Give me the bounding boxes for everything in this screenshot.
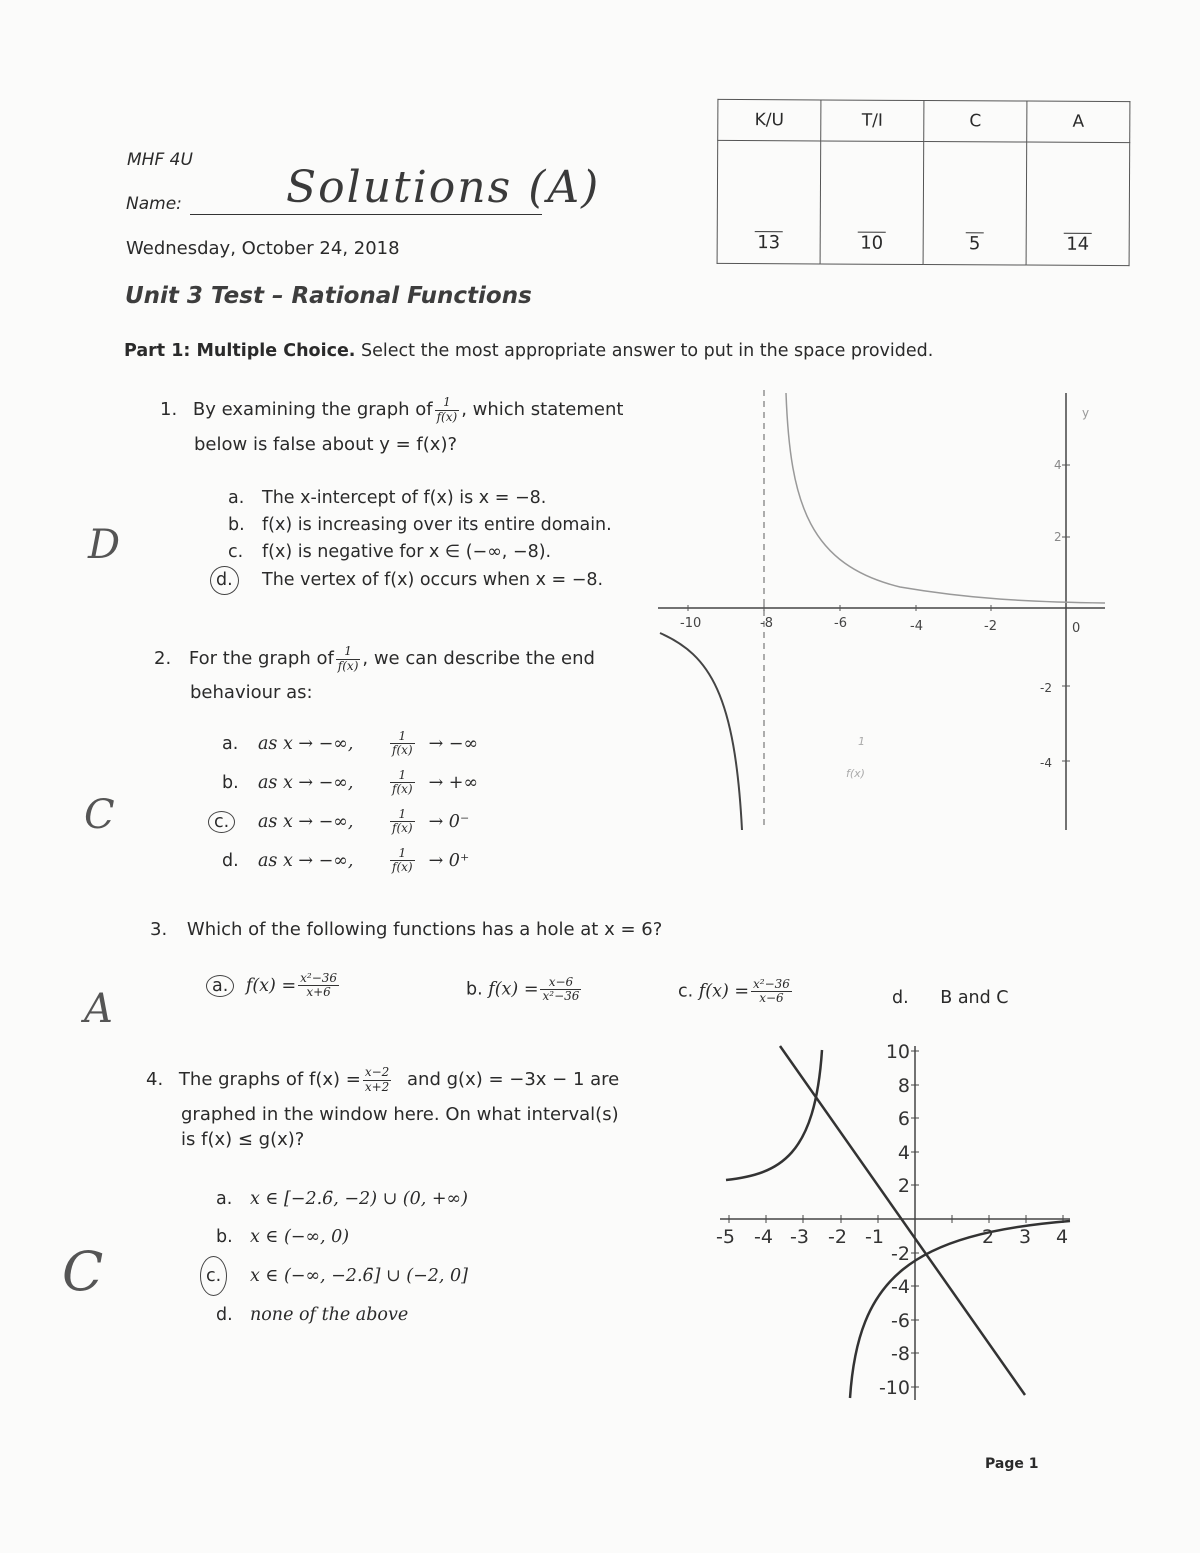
option-fraction [540,976,581,1003]
option-label: b. [222,772,239,793]
x-tick-label: 3 [1019,1226,1032,1248]
right-branch-curve [786,393,1105,603]
student-name: Solutions (A) [286,162,601,213]
marks-header-c: C [924,101,1027,143]
question-fraction [363,1066,391,1093]
reciprocal-fraction [390,730,415,757]
option-lhs: f(x) = [488,979,539,1000]
option-lead: as x → −∞, [258,811,354,832]
reciprocal-fraction [390,847,415,874]
x-tick-label: -2 [984,619,997,634]
question-text: The graphs of f(x) = [178,1069,361,1090]
marks-header-ti: T/I [821,100,924,142]
y-tick-labels [1040,458,1062,770]
option-label: a. [216,1189,233,1209]
question-number: 1. [160,399,178,420]
y-tick-label: -2 [1040,681,1052,695]
marks-header-ku: K/U [718,99,821,141]
marks-header-a: A [1027,101,1130,143]
reciprocal-fraction [336,645,361,672]
fraction-denominator: x+2 [364,1079,390,1094]
question-text-cont: and g(x) = −3x − 1 are [407,1069,620,1090]
fraction-denominator: f(x) [337,658,359,673]
handwritten-answer-2: C [84,792,115,838]
question-1 [160,396,623,425]
option-text: The vertex of f(x) occurs when x = −8. [262,570,604,590]
option-c [206,1256,468,1296]
part-heading [124,341,933,361]
graph-f-and-g [710,1038,1080,1408]
question-3-option-d [892,988,1009,1008]
option-fraction [751,978,792,1005]
x-tick-label: -10 [680,616,702,631]
option-a [228,485,612,512]
fraction-denominator: f(x) [436,409,458,424]
option-label: b. [216,1227,233,1247]
option-lead: as x → −∞, [258,850,354,871]
fraction-numerator: 1 [390,769,415,783]
y-tick-label: -10 [878,1377,910,1399]
fraction-numerator: 1 [435,396,460,410]
reciprocal-fraction [390,808,415,835]
option-b [228,512,612,539]
reciprocal-fraction [390,769,415,796]
function-label-numerator: 1 [858,735,865,748]
option-c [228,539,612,566]
question-4-line3: is f(x) ≤ g(x)? [181,1129,305,1150]
option-label: c. [200,1256,227,1296]
handwritten-answer-4: C [62,1240,104,1303]
option-a [216,1180,468,1218]
option-limit: → −∞ [428,733,479,754]
y-tick-label: 2 [1054,530,1062,544]
x-tick-label: 0 [1072,621,1081,636]
course-code: MHF 4U [127,150,193,170]
option-label: b. [228,515,245,535]
fraction-denominator: x+6 [306,985,331,1000]
x-tick-label: -5 [716,1226,735,1248]
option-lhs: f(x) = [698,981,749,1002]
question-4-line2: graphed in the window here. On what interval(s) [181,1104,619,1125]
question-text: Which of the following functions has a hole at x = 6? [186,919,663,940]
fraction-numerator: 1 [390,808,415,822]
option-label-circled [210,566,244,595]
y-axis-label: y [1082,406,1090,420]
part-label: Part 1: Multiple Choice. [124,341,356,361]
fraction-denominator: f(x) [392,821,413,836]
x-tick-label: -3 [790,1226,809,1248]
question-text: For the graph of [188,648,334,669]
question-number: 2. [154,648,172,669]
question-2 [154,645,595,674]
question-2-line2: behaviour as: [190,682,313,703]
option-d [216,1296,468,1334]
x-tick-label: -4 [910,619,923,634]
x-tick-label: 2 [982,1226,995,1248]
x-tick-label: -2 [828,1226,847,1248]
option-limit: → +∞ [428,772,479,793]
x-tick-labels [680,616,1080,636]
fraction-denominator: x−6 [759,991,784,1006]
option-text: The x-intercept of f(x) is x = −8. [262,488,547,508]
fraction-denominator: f(x) [392,782,413,797]
option-label-circled [200,1256,234,1296]
question-text-cont: , we can describe the end [362,648,595,669]
option-b [216,1218,468,1256]
option-d [216,566,612,595]
option-limit: → 0⁻ [428,811,470,832]
option-text: B and C [940,988,1009,1008]
y-tick-label: 6 [897,1108,910,1130]
question-1-options [216,485,612,595]
marks-total-a: 14 [1063,233,1092,255]
option-limit: → 0⁺ [428,850,470,871]
x-tick-label: -4 [754,1226,773,1248]
x-tick-label: -8 [760,616,773,631]
y-tick-label: 8 [897,1075,910,1097]
question-3-option-b [466,976,583,1003]
x-tick-label: -6 [834,616,847,631]
question-4-options [206,1180,468,1334]
question-number: 4. [146,1069,164,1090]
marks-cell-a [1026,142,1130,266]
f-left-branch [726,1050,822,1180]
marks-cell-ti [820,141,924,265]
graph-function-label [846,735,865,780]
option-text: x ∈ (−∞, 0) [250,1227,350,1247]
fraction-denominator: f(x) [392,743,413,758]
y-tick-label: -2 [891,1243,910,1265]
fraction-numerator: x²−36 [753,977,790,991]
fraction-denominator: f(x) [392,860,413,875]
option-lhs: f(x) = [245,975,297,996]
marks-cell-c [923,142,1027,266]
option-b [222,769,478,808]
option-lead: as x → −∞, [258,772,354,793]
option-label: c. [678,981,694,1002]
question-text: By examining the graph of [192,399,433,420]
question-2-options [214,729,479,886]
option-text: none of the above [250,1305,409,1325]
option-label: d. [216,1305,233,1325]
option-label: b. [466,979,483,1000]
name-underline [190,214,542,215]
option-label: a. [206,975,234,997]
question-text-cont: , which statement [461,399,624,420]
x-tick-label: -1 [865,1226,884,1248]
fraction-numerator: 1 [390,730,415,744]
handwritten-answer-3: A [84,986,113,1032]
fraction-numerator: x−6 [540,976,581,990]
question-3-option-c [678,978,794,1005]
marks-table [717,99,1131,266]
option-d [222,847,478,886]
graph-reciprocal [650,385,1110,835]
option-fraction [298,972,339,999]
option-c [214,807,478,847]
option-lead: as x → −∞, [258,733,354,754]
reciprocal-fraction [435,396,460,423]
left-branch-curve [660,633,742,830]
y-tick-label: -4 [1040,756,1052,770]
question-number: 3. [150,919,168,940]
y-tick-labels [879,1041,910,1399]
y-tick-label: 10 [885,1041,910,1063]
function-label-denominator: f(x) [846,767,865,780]
name-label: Name: [126,194,182,214]
option-label: d. [892,988,909,1008]
part-instructions: Select the most appropriate answer to put in the space provided. [361,341,934,361]
y-tick-label: 4 [897,1142,910,1164]
marks-total-ti: 10 [857,232,886,254]
option-text: x ∈ (−∞, −2.6̄] ∪ (−2, 0] [250,1266,468,1286]
y-tick-label: -8 [891,1343,910,1365]
y-tick-label: -4 [891,1276,910,1298]
y-tick-label: 4 [1054,458,1062,472]
option-text: f(x) is increasing over its entire domain. [262,515,612,535]
page-title: Unit 3 Test – Rational Functions [125,283,532,309]
y-tick-label: 2 [897,1175,910,1197]
option-label-circled [208,811,244,833]
handwritten-answer-1: D [88,522,121,568]
question-4 [146,1066,619,1095]
question-3 [150,916,662,945]
y-tick-label: -6 [891,1310,910,1332]
question-1-line2: below is false about y = f(x)? [194,434,458,455]
page-number: Page 1 [985,1456,1039,1472]
option-label: c. [208,811,235,833]
option-a [222,730,478,769]
marks-cell-ku [717,140,821,264]
option-text: x ∈ [−2.6̄, −2) ∪ (0, +∞) [250,1189,468,1209]
fraction-numerator: x²−36 [300,971,338,985]
option-label: a. [222,733,239,754]
fraction-denominator: x²−36 [542,989,580,1004]
marks-total-ku: 13 [754,231,783,253]
option-label: a. [228,488,245,508]
fraction-numerator: 1 [336,645,361,659]
fraction-numerator: 1 [390,847,415,861]
option-text: f(x) is negative for x ∈ (−∞, −8). [262,542,552,562]
marks-total-c: 5 [966,232,984,254]
fraction-numerator: x−2 [364,1065,390,1080]
option-label: d. [222,850,239,871]
option-label: d. [210,566,239,595]
test-date: Wednesday, October 24, 2018 [126,238,400,259]
x-tick-label: 4 [1056,1226,1069,1248]
question-3-option-a [206,972,341,999]
option-label: c. [228,542,244,562]
